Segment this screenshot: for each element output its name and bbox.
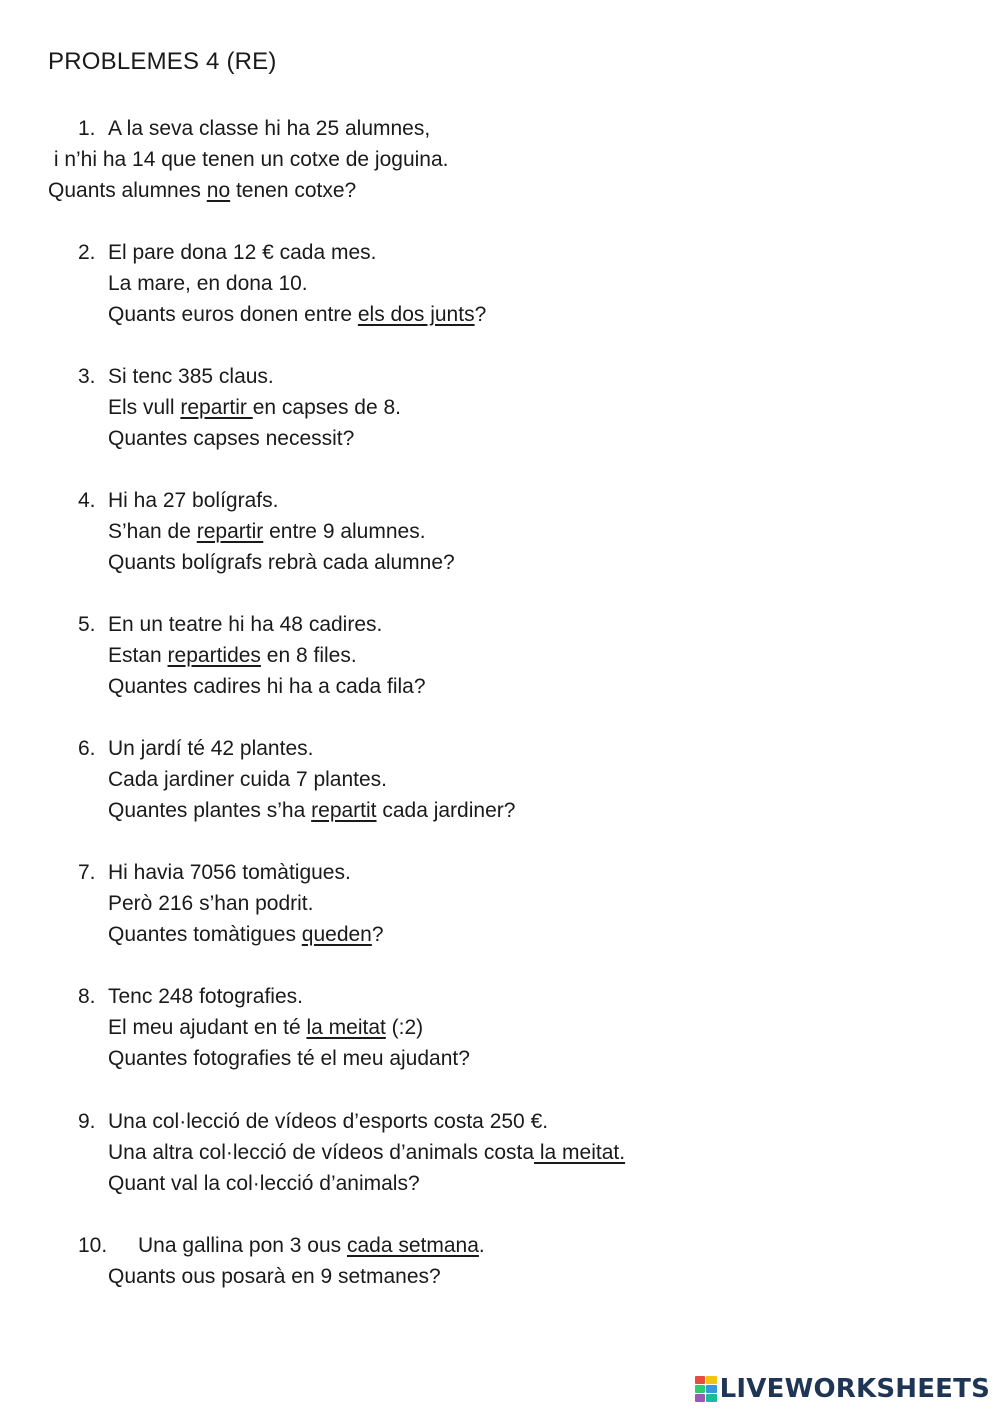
problem-line <box>108 1138 625 1168</box>
problem-line <box>108 610 382 640</box>
problem-number: 8. <box>78 985 96 1008</box>
underlined-keyword: no <box>206 179 231 202</box>
problem-line <box>138 1231 485 1261</box>
logo-icon <box>695 1376 717 1402</box>
problem-line <box>108 982 303 1012</box>
text-segment: Un jardí té 42 plantes. <box>108 737 314 760</box>
text-segment: en capses de 8. <box>252 396 401 419</box>
text-segment: Estan <box>108 644 168 667</box>
problem-line <box>108 424 354 454</box>
text-segment: El pare dona 12 € cada mes. <box>108 241 377 264</box>
problem-line <box>108 796 515 826</box>
text-segment: Hi ha 27 bolígrafs. <box>108 489 279 512</box>
text-segment: La mare, en dona 10. <box>108 272 308 295</box>
logo-text: LIVEWORKSHEETS <box>719 1374 990 1404</box>
text-segment: Quantes cadires hi ha a cada fila? <box>108 675 426 698</box>
text-segment: Quants ous posarà en 9 setmanes? <box>108 1265 441 1288</box>
problem-line <box>48 145 448 175</box>
text-segment: El meu ajudant en té <box>108 1016 307 1039</box>
text-segment: Si tenc 385 claus. <box>108 365 274 388</box>
text-segment: cada jardiner? <box>376 799 516 822</box>
problem-line <box>108 1107 548 1137</box>
problem-number: 2. <box>78 241 96 264</box>
problem-line <box>108 858 351 888</box>
problem-line <box>108 1169 420 1199</box>
text-segment: Una gallina pon 3 ous <box>138 1234 347 1257</box>
text-segment: Quant val la col·lecció d’animals? <box>108 1172 420 1195</box>
problem-number: 7. <box>78 861 96 884</box>
logo-icon-tile <box>706 1385 717 1393</box>
underlined-keyword: repartir <box>180 396 253 419</box>
text-segment: Tenc 248 fotografies. <box>108 985 303 1008</box>
text-segment: Quantes capses necessit? <box>108 427 355 450</box>
underlined-keyword: cada setmana <box>347 1234 479 1257</box>
text-segment: A la seva classe hi ha 25 alumnes, <box>108 117 431 140</box>
text-segment: entre 9 alumnes. <box>263 520 426 543</box>
underlined-keyword: repartit <box>311 799 377 822</box>
text-segment: Quants euros donen entre <box>108 303 358 326</box>
text-segment: Cada jardiner cuida 7 plantes. <box>108 768 388 791</box>
problem-number: 4. <box>78 489 96 512</box>
text-segment: Una altra col·lecció de vídeos d’animals costa <box>108 1141 535 1164</box>
text-segment: Hi havia 7056 tomàtigues. <box>108 861 351 884</box>
logo-icon-tile <box>706 1376 717 1384</box>
text-segment: Quants bolígrafs rebrà cada alumne? <box>108 551 455 574</box>
page-title: PROBLEMES 4 (RE) <box>48 48 277 75</box>
text-segment: Quants alumnes <box>48 179 207 202</box>
problem-line <box>108 362 274 392</box>
problem-line <box>108 920 384 950</box>
underlined-keyword: la meitat. <box>534 1141 626 1164</box>
underlined-keyword: els dos junts <box>357 303 475 326</box>
problem-line <box>108 765 387 795</box>
problem-line <box>108 734 313 764</box>
problem-line <box>108 393 401 423</box>
problem-line <box>108 238 377 268</box>
text-segment: . <box>478 1234 485 1257</box>
text-segment: S’han de <box>108 520 197 543</box>
problem-line <box>108 548 455 578</box>
problem-number: 6. <box>78 737 96 760</box>
text-segment: ? <box>474 303 487 326</box>
problem-number: 10. <box>78 1234 108 1257</box>
text-segment: ? <box>371 923 384 946</box>
problem-number: 5. <box>78 613 96 636</box>
problem-line <box>108 300 486 330</box>
problem-number: 3. <box>78 365 96 388</box>
problem-number: 9. <box>78 1110 96 1133</box>
underlined-keyword: repartides <box>167 644 261 667</box>
logo-icon-tile <box>706 1394 717 1402</box>
text-segment: Quantes plantes s’ha <box>108 799 312 822</box>
problem-line <box>108 1013 423 1043</box>
logo-icon-tile <box>695 1394 706 1402</box>
liveworksheets-logo <box>695 1374 990 1404</box>
underlined-keyword: la meitat <box>306 1016 386 1039</box>
problem-line <box>108 1262 441 1292</box>
problem-line <box>108 269 308 299</box>
problem-line <box>108 641 357 671</box>
text-segment: i n’hi ha 14 que tenen un cotxe de joguina. <box>48 148 449 171</box>
underlined-keyword: repartir <box>196 520 264 543</box>
underlined-keyword: queden <box>301 923 372 946</box>
problem-line <box>108 1044 470 1074</box>
problem-line <box>108 889 313 919</box>
problem-line <box>48 176 356 206</box>
problem-number: 1. <box>78 117 96 140</box>
problem-line <box>108 114 430 144</box>
problem-line <box>108 672 426 702</box>
text-segment: Una col·lecció de vídeos d’esports costa 250 €. <box>108 1110 549 1133</box>
problem-line <box>108 486 278 516</box>
logo-icon-tile <box>695 1376 706 1384</box>
text-segment: Els vull <box>108 396 181 419</box>
text-segment: Però 216 s’han podrit. <box>108 892 314 915</box>
text-segment: tenen cotxe? <box>230 179 357 202</box>
text-segment: En un teatre hi ha 48 cadires. <box>108 613 383 636</box>
text-segment: Quantes tomàtigues <box>108 923 302 946</box>
problem-line <box>108 517 426 547</box>
logo-icon-tile <box>695 1385 706 1393</box>
text-segment: (:2) <box>385 1016 424 1039</box>
text-segment: Quantes fotografies té el meu ajudant? <box>108 1047 470 1070</box>
text-segment: en 8 files. <box>260 644 357 667</box>
